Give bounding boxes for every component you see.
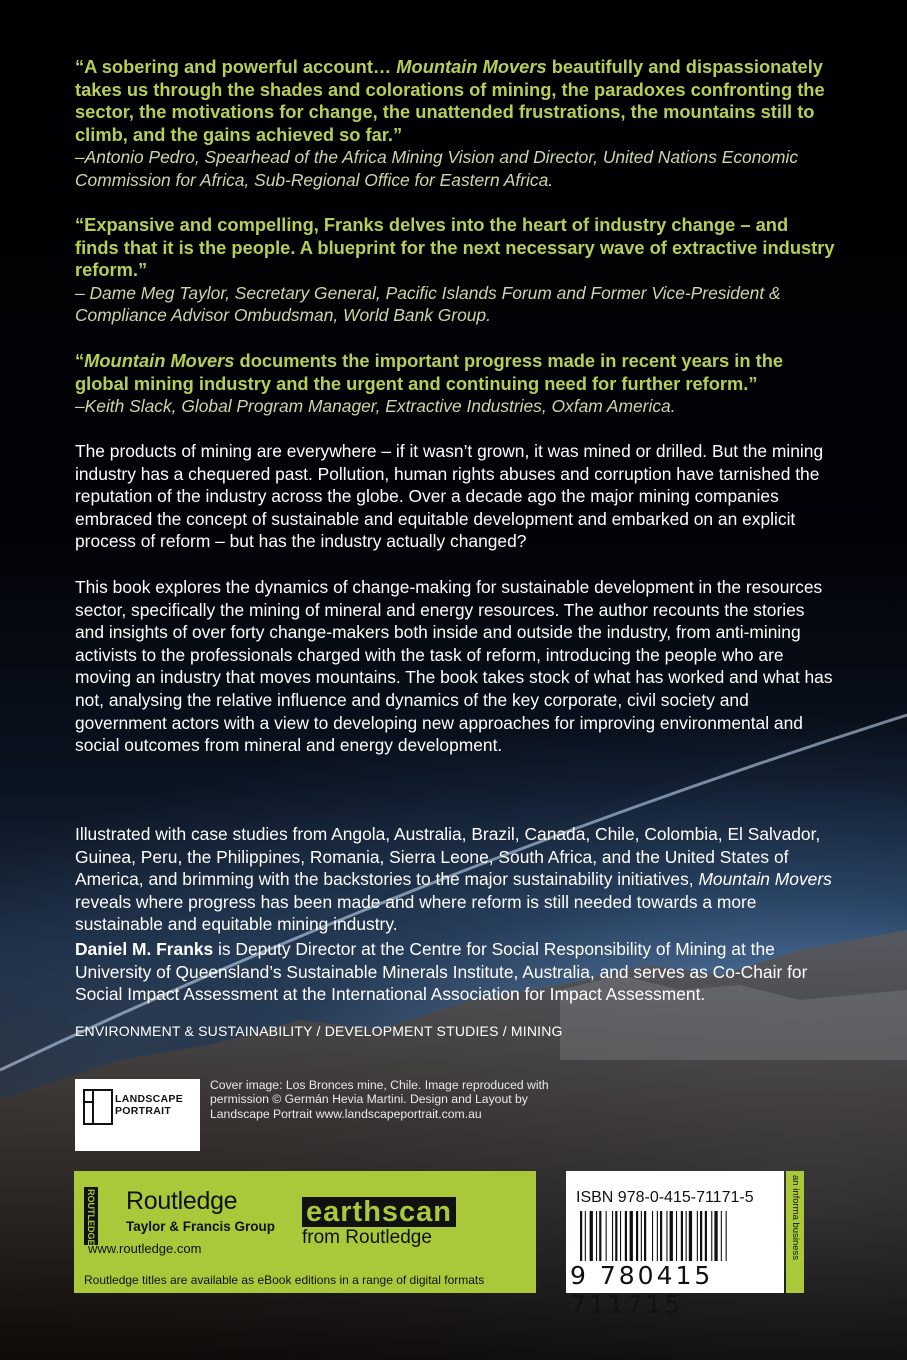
barcode-graphic bbox=[580, 1211, 780, 1261]
subjects-text: ENVIRONMENT & SUSTAINABILITY / DEVELOPMENT STUDIES / MINING bbox=[75, 1023, 563, 1039]
isbn-digits: 9 780415 711715 bbox=[570, 1261, 714, 1319]
landscape-portrait-logo bbox=[75, 1079, 200, 1151]
taylor-francis-group: Taylor & Francis Group bbox=[126, 1219, 276, 1234]
author-name: Daniel M. Franks bbox=[75, 939, 214, 959]
earthscan-from-routledge: from Routledge bbox=[302, 1227, 432, 1248]
author-bio-text: Daniel M. Franks is Deputy Director at the Centre for Social Responsibility of Mining at the University of Queensland’s Sustainable Minerals Institute, Australia, and serves as Co-Chair for Social Impact Assessment at the International Association for Impact Assessment. bbox=[75, 939, 808, 1005]
barcode-bar bbox=[670, 1211, 673, 1261]
publisher-panel bbox=[74, 1171, 536, 1293]
barcode-bar bbox=[700, 1211, 702, 1261]
quote-2-attribution: – Dame Meg Taylor, Secretary General, Pacific Islands Forum and Former Vice-President & Compliance Advisor Ombudsman, World Bank Group. bbox=[75, 282, 781, 326]
description-paragraph-2 bbox=[75, 576, 835, 757]
quote-3-text: “Mountain Movers documents the important progress made in recent years in the global mining industry and the urgent and continuing need for further reform.” bbox=[75, 350, 784, 394]
frame-icon bbox=[83, 1089, 113, 1125]
isbn-barcode-panel bbox=[566, 1171, 784, 1319]
quote-2-text: “Expansive and compelling, Franks delves into the heart of industry change – and finds that it is the people. A blueprint for the next necessary wave of extractive industry reform.” bbox=[75, 214, 835, 281]
barcode-bar bbox=[630, 1211, 633, 1261]
paragraph-1-text: The products of mining are everywhere – if it wasn’t grown, it was mined or drilled. But the mining industry has a chequered past. Pollution, human rights abuses and corruption have tarnished the reputation of the industry across the globe. Over a decade ago the major mining companies embraced the concept of sustainable and equitable development and embarked on an explicit process of reform – but has the industry actually changed? bbox=[75, 441, 824, 552]
barcode-bar bbox=[697, 1211, 698, 1261]
author-bio bbox=[75, 938, 835, 1006]
informa-text: an informa business bbox=[790, 1175, 801, 1261]
barcode-bar bbox=[686, 1211, 687, 1261]
ebook-note: Routledge titles are available as eBook editions in a range of digital formats bbox=[84, 1273, 485, 1287]
routledge-url: www.routledge.com bbox=[88, 1241, 202, 1256]
barcode-bar bbox=[590, 1211, 593, 1261]
quote-3 bbox=[75, 350, 835, 418]
barcode-bar bbox=[711, 1211, 712, 1261]
barcode-bar bbox=[580, 1211, 582, 1261]
barcode-bar bbox=[606, 1211, 607, 1261]
quote-1-attribution: –Antonio Pedro, Spearhead of the Africa Mining Vision and Director, United Nations Economic Commission for Africa, Sub-Regional Office for Eastern Africa. bbox=[75, 147, 799, 190]
barcode-bar bbox=[599, 1211, 601, 1261]
paragraph-2-text: This book explores the dynamics of change-making for sustainable development in the resources sector, specifically the mining of mineral and energy resources. The author recounts the stories and insights of over forty change-makers both inside and outside the industry, from anti-mining activists to the professionals charged with the task of reform, introducing the people who are moving an industry that moves mountains. The book takes stock of what has worked and what has not, analysing the relative influence and dynamics of the key corporate, civil society and government actors with a view to developing new approaches for improving environmental and social outcomes from mineral and energy development. bbox=[75, 577, 833, 756]
barcode-bar bbox=[612, 1211, 613, 1261]
barcode-bar bbox=[705, 1211, 707, 1261]
paragraph-3-text: Illustrated with case studies from Angola, Australia, Brazil, Canada, Chile, Colombia, El Salvador, Guinea, Peru, the Philippines, Romania, Sierra Leone, South Africa, and the United States of America, and brimming with the backstories to the major sustainability initiatives, Mountain Movers reveals where progress has been made and where reform is still needed towards a more sustainable and equitable mining industry. bbox=[75, 824, 832, 935]
barcode-bar bbox=[636, 1211, 638, 1261]
barcode-bar bbox=[652, 1211, 653, 1261]
barcode-bar bbox=[714, 1211, 717, 1261]
description-paragraph-1 bbox=[75, 440, 835, 553]
barcode-bar bbox=[660, 1211, 662, 1261]
isbn-label: ISBN 978-0-415-71171-5 bbox=[576, 1189, 754, 1206]
landscape-portrait-wordmark: LANDSCAPE PORTRAIT bbox=[115, 1093, 184, 1117]
barcode-bar bbox=[625, 1211, 627, 1261]
barcode-bar bbox=[657, 1211, 658, 1261]
quote-3-attribution: –Keith Slack, Global Program Manager, Extractive Industries, Oxfam America. bbox=[75, 396, 676, 417]
subject-categories bbox=[75, 1023, 835, 1039]
description-paragraph-3 bbox=[75, 823, 835, 936]
barcode-bar bbox=[726, 1211, 727, 1261]
barcode-bar bbox=[620, 1211, 621, 1261]
barcode-bar bbox=[615, 1211, 617, 1261]
barcode-bar bbox=[641, 1211, 642, 1261]
barcode-bar bbox=[596, 1211, 597, 1261]
quote-1 bbox=[75, 56, 835, 192]
informa-business-strip bbox=[786, 1171, 804, 1293]
barcode-bar bbox=[585, 1211, 586, 1261]
quote-2 bbox=[75, 214, 835, 327]
barcode-bar bbox=[676, 1211, 677, 1261]
routledge-mark-icon: ROUTLEDGE bbox=[86, 1189, 96, 1246]
quote-1-text: “A sobering and powerful account… Mountain Movers beautifully and dispassionately takes us through the shades and colorations of mining, the paradoxes confronting the sector, the motivations for change, the unattended frustrations, the mountains still to climb, and the gains achieved so far.” bbox=[75, 56, 825, 145]
cover-image-credit: Cover image: Los Bronces mine, Chile. Image reproduced with permission © Germán Hevia Martini. Design and Layout by Landscape Portrait www.landscapeportrait.com.au bbox=[210, 1078, 549, 1121]
barcode-bar bbox=[681, 1211, 683, 1261]
earthscan-logo: earthscan bbox=[302, 1197, 456, 1227]
barcode-bar bbox=[666, 1211, 667, 1261]
barcode-bar bbox=[721, 1211, 722, 1261]
barcode-bar bbox=[644, 1211, 646, 1261]
routledge-name: Routledge bbox=[126, 1187, 238, 1215]
barcode-bar bbox=[689, 1211, 692, 1261]
